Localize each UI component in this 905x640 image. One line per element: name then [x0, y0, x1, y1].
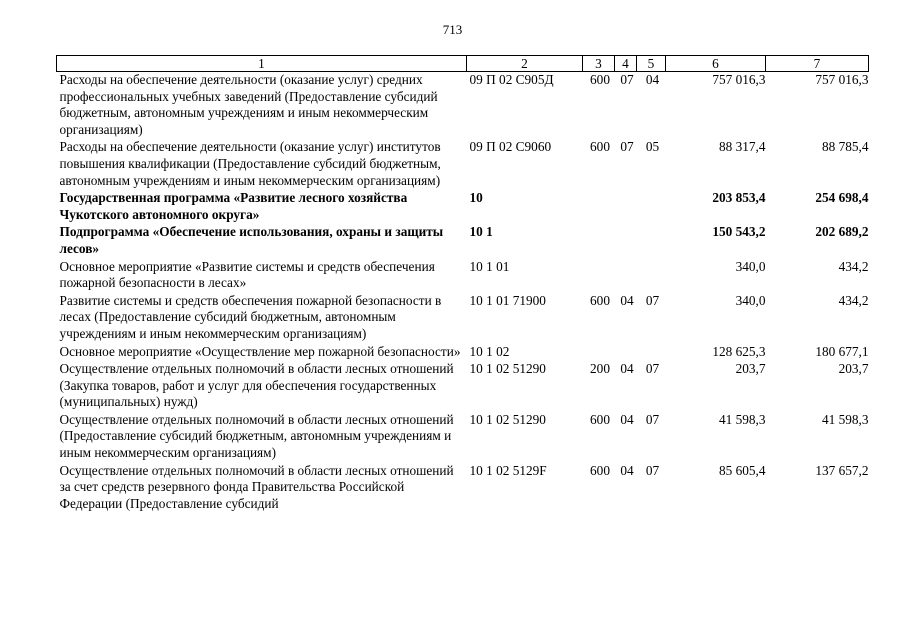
row-col3: [583, 259, 615, 293]
page-number: 713: [442, 22, 463, 37]
row-col5: 07: [645, 411, 660, 427]
row-amount-7: 757 016,3: [815, 72, 869, 87]
column-header-1: 1: [57, 56, 467, 72]
row-code: 10 1 02: [469, 343, 510, 359]
row-name: Осуществление отдельных полномочий в области лесных отношений (Предоставление субсидий бюджетным, автономным учреждениям и иным некоммерческим организациям): [59, 411, 454, 461]
table-row: [57, 344, 869, 362]
row-col5: 07: [645, 292, 660, 308]
table-row-subprogram: [57, 224, 869, 258]
row-col3: 600: [590, 72, 610, 87]
row-col4: 04: [620, 462, 634, 478]
column-header-3: 3: [583, 56, 615, 72]
row-amount-6: 88 317,4: [718, 139, 766, 155]
row-name: Расходы на обеспечение деятельности (оказание услуг) институтов повышения квалификации (Предоставление субсидий бюджетным, автономным учреждениям и иным некоммерческим организациям): [59, 139, 441, 188]
row-col4: 04: [620, 361, 634, 377]
column-header-5: 5: [637, 56, 666, 72]
row-code: 10 1 02 5129F: [469, 462, 547, 478]
table-row: [57, 412, 869, 463]
row-amount-7: 41 598,3: [821, 411, 869, 427]
table-row: [57, 139, 869, 190]
row-code: 10 1 01: [469, 258, 510, 274]
row-amount-6: 203,7: [735, 361, 766, 377]
table-row: [57, 259, 869, 293]
row-amount-7: 137 657,2: [815, 462, 869, 478]
row-name: Развитие системы и средств обеспечения пожарной безопасности в лесах (Предоставление субсидий бюджетным, автономным учреждениям и иным некоммерческим организациям): [59, 292, 442, 341]
column-header-2: 2: [467, 56, 583, 72]
row-code: 10 1: [469, 224, 493, 240]
row-col4: [615, 190, 637, 224]
row-code: 10: [469, 190, 483, 206]
row-amount-7: 203,7: [838, 361, 869, 377]
row-name: Основное мероприятие «Осуществление мер пожарной безопасности»: [59, 343, 461, 359]
table-row-program: [57, 190, 869, 224]
row-name: Подпрограмма «Обеспечение использования, охраны и защиты лесов»: [59, 224, 444, 256]
table-row: [57, 293, 869, 344]
row-col4: 04: [620, 292, 634, 308]
row-name: Расходы на обеспечение деятельности (оказание услуг) средних профессиональных учебных заведений (Предоставление субсидий бюджетным, автономным учреждениям и иным некоммерческим организациям): [59, 72, 438, 137]
row-amount-6: 128 625,3: [712, 343, 766, 359]
column-header-7: 7: [766, 56, 869, 72]
row-col3: 200: [590, 361, 610, 377]
table-row: [57, 72, 869, 140]
row-amount-7: 434,2: [838, 292, 869, 308]
row-col5: 05: [645, 139, 660, 155]
row-code: 10 1 01 71900: [469, 292, 546, 308]
row-amount-6: 203 853,4: [712, 190, 766, 206]
row-name: Государственная программа «Развитие лесного хозяйства Чукотского автономного округа»: [59, 190, 408, 222]
table-row: [57, 361, 869, 412]
row-col3: 600: [590, 292, 610, 308]
row-col4: 07: [620, 139, 634, 155]
row-amount-7: 88 785,4: [821, 139, 869, 155]
column-header-6: 6: [666, 56, 766, 72]
column-header-4: 4: [615, 56, 637, 72]
row-amount-6: 85 605,4: [718, 462, 766, 478]
row-col4: 04: [620, 411, 634, 427]
row-name: Осуществление отдельных полномочий в области лесных отношений (Закупка товаров, работ и услуг для обеспечения государственных (муниципальных) нужд): [59, 361, 454, 410]
row-col5: [637, 224, 666, 258]
row-col4: [615, 259, 637, 293]
row-code: 09 П 02 С9060: [469, 139, 552, 155]
budget-table: [56, 55, 869, 513]
row-amount-7: 180 677,1: [815, 343, 869, 359]
row-amount-7: 202 689,2: [815, 224, 869, 240]
row-amount-7: 434,2: [838, 258, 869, 274]
row-name: Осуществление отдельных полномочий в области лесных отношений за счет средств резервного фонда Правительства Российской Федерации (Предоставление субсидий: [59, 462, 454, 511]
row-col3: 600: [590, 139, 610, 155]
row-amount-7: 254 698,4: [815, 190, 869, 206]
row-col5: [637, 344, 666, 362]
table-row: [57, 463, 869, 514]
row-col5: 04: [645, 72, 660, 87]
row-amount-6: 340,0: [735, 292, 766, 308]
row-col5: 07: [645, 462, 660, 478]
table-header-row: [57, 56, 869, 72]
row-col5: [637, 259, 666, 293]
row-col3: 600: [590, 462, 610, 478]
row-col4: [615, 344, 637, 362]
row-amount-6: 41 598,3: [718, 411, 766, 427]
row-col5: 07: [645, 361, 660, 377]
row-col4: 07: [620, 72, 634, 87]
row-amount-6: 340,0: [735, 258, 766, 274]
row-code: 09 П 02 С905Д: [469, 72, 554, 87]
row-col3: 600: [590, 411, 610, 427]
row-amount-6: 150 543,2: [712, 224, 766, 240]
row-col3: [583, 224, 615, 258]
row-code: 10 1 02 51290: [469, 361, 546, 377]
row-col5: [637, 190, 666, 224]
row-col3: [583, 344, 615, 362]
row-col4: [615, 224, 637, 258]
row-name: Основное мероприятие «Развитие системы и средств обеспечения пожарной безопасности в лесах»: [59, 258, 435, 291]
row-code: 10 1 02 51290: [469, 411, 546, 427]
row-col3: [583, 190, 615, 224]
row-amount-6: 757 016,3: [712, 72, 766, 87]
